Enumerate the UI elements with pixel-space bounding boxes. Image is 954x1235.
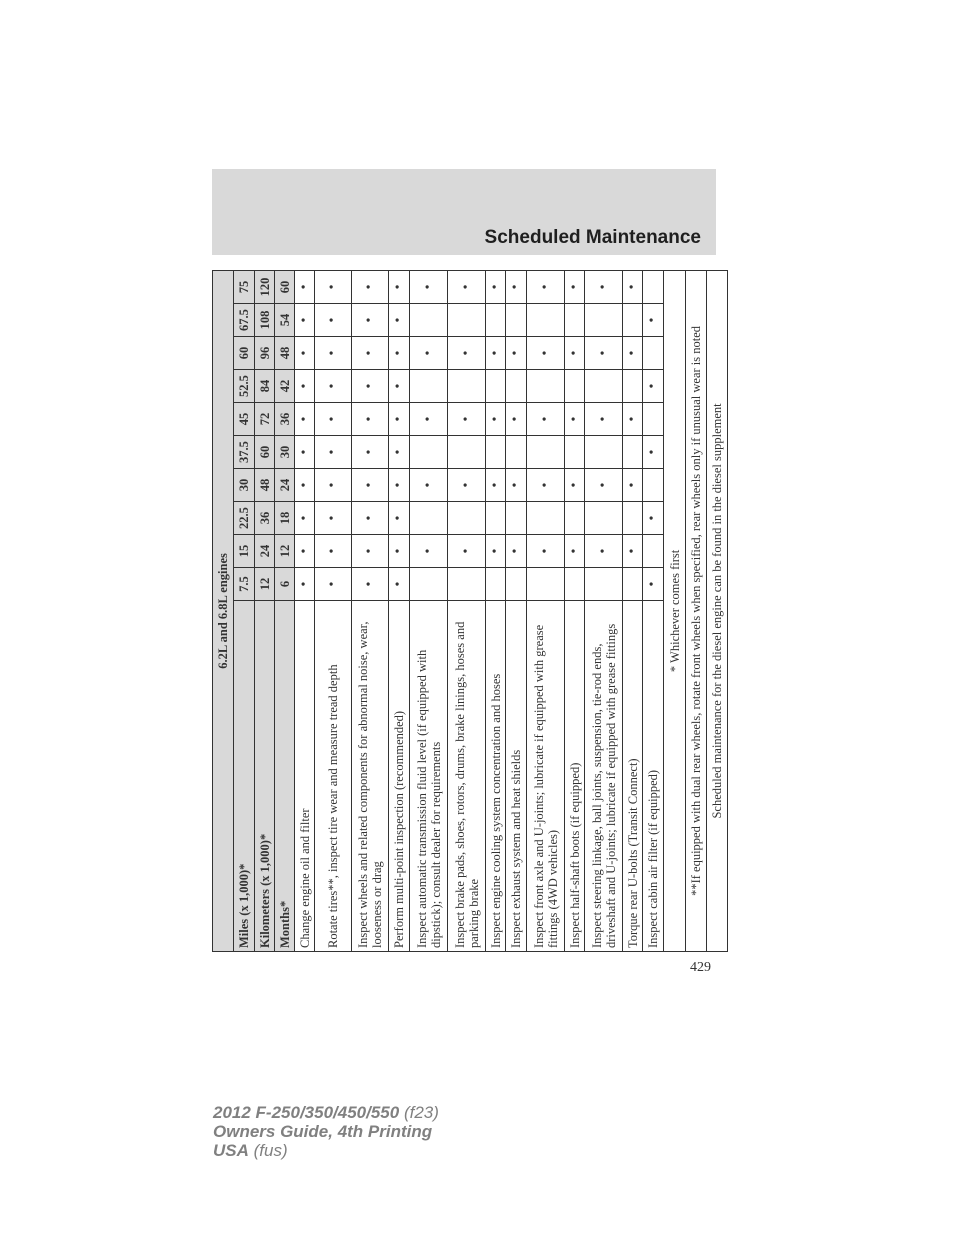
interval-value: 12	[255, 568, 275, 601]
task-label: Inspect cabin air filter (if equipped)	[643, 601, 664, 952]
interval-value: 67.5	[234, 304, 255, 337]
empty-cell	[486, 304, 506, 337]
empty-cell	[527, 370, 565, 403]
empty-cell	[643, 535, 664, 568]
bullet-mark: •	[295, 502, 315, 535]
bullet-mark: •	[643, 370, 664, 403]
bullet-mark: •	[389, 502, 410, 535]
footer	[213, 1103, 439, 1160]
interval-value: 12	[275, 535, 295, 568]
task-label: Inspect automatic transmission fluid level (if equipped with dipstick); consult dealer for requirements	[410, 601, 448, 952]
interval-value: 48	[275, 337, 295, 370]
bullet-mark: •	[315, 370, 352, 403]
bullet-mark: •	[410, 403, 448, 436]
interval-value: 22.5	[234, 502, 255, 535]
header-row	[255, 270, 275, 951]
bullet-mark: •	[486, 337, 506, 370]
footer-market: USA	[213, 1141, 249, 1160]
table-row	[527, 270, 565, 951]
table-row	[565, 270, 585, 951]
empty-cell	[410, 370, 448, 403]
table-row	[585, 270, 623, 951]
task-label: Inspect half-shaft boots (if equipped)	[565, 601, 585, 952]
bullet-mark: •	[410, 469, 448, 502]
bullet-mark: •	[623, 337, 643, 370]
empty-cell	[410, 568, 448, 601]
bullet-mark: •	[295, 337, 315, 370]
interval-value: 54	[275, 304, 295, 337]
bullet-mark: •	[389, 270, 410, 303]
bullet-mark: •	[643, 568, 664, 601]
bullet-mark: •	[506, 337, 527, 370]
table-row	[486, 270, 506, 951]
task-label: Inspect wheels and related components for abnormal noise, wear, looseness or drag	[352, 601, 389, 952]
table-title-row	[213, 270, 234, 951]
empty-cell	[565, 304, 585, 337]
header-row-label: Miles (x 1,000)*	[234, 601, 255, 952]
bullet-mark: •	[410, 270, 448, 303]
bullet-mark: •	[506, 469, 527, 502]
bullet-mark: •	[315, 436, 352, 469]
empty-cell	[585, 568, 623, 601]
empty-cell	[448, 568, 486, 601]
interval-value: 36	[275, 403, 295, 436]
table-title: 6.2L and 6.8L engines	[213, 270, 234, 951]
task-label: Inspect brake pads, shoes, rotors, drums, brake linings, hoses and parking brake	[448, 601, 486, 952]
task-label: Change engine oil and filter	[295, 601, 315, 952]
maintenance-table-rotated	[212, 271, 724, 952]
bullet-mark: •	[506, 403, 527, 436]
empty-cell	[448, 436, 486, 469]
footnote: * Whichever comes first	[664, 270, 686, 951]
table-row	[389, 270, 410, 951]
empty-cell	[506, 304, 527, 337]
bullet-mark: •	[585, 337, 623, 370]
bullet-mark: •	[352, 370, 389, 403]
interval-value: 75	[234, 270, 255, 303]
footer-line-2: Owners Guide, 4th Printing	[213, 1122, 433, 1141]
empty-cell	[506, 370, 527, 403]
bullet-mark: •	[389, 568, 410, 601]
bullet-mark: •	[623, 403, 643, 436]
empty-cell	[565, 502, 585, 535]
table-row	[410, 270, 448, 951]
interval-value: 48	[255, 469, 275, 502]
bullet-mark: •	[565, 535, 585, 568]
header-row	[234, 270, 255, 951]
bullet-mark: •	[410, 535, 448, 568]
bullet-mark: •	[643, 502, 664, 535]
bullet-mark: •	[506, 535, 527, 568]
bullet-mark: •	[623, 469, 643, 502]
empty-cell	[506, 568, 527, 601]
bullet-mark: •	[527, 535, 565, 568]
task-label: Inspect steering linkage, ball joints, suspension, tie-rod ends, driveshaft and U-joints; lubricate if equipped with grease fittings	[585, 601, 623, 952]
bullet-mark: •	[389, 535, 410, 568]
table-row	[315, 270, 352, 951]
bullet-mark: •	[585, 403, 623, 436]
empty-cell	[623, 568, 643, 601]
table-row	[623, 270, 643, 951]
bullet-mark: •	[565, 270, 585, 303]
table-body	[213, 270, 728, 951]
empty-cell	[486, 370, 506, 403]
footer-line-3	[213, 1141, 439, 1160]
interval-value: 30	[234, 469, 255, 502]
empty-cell	[410, 436, 448, 469]
empty-cell	[448, 502, 486, 535]
bullet-mark: •	[315, 270, 352, 303]
bullet-mark: •	[389, 337, 410, 370]
empty-cell	[643, 403, 664, 436]
maintenance-schedule-table	[212, 270, 728, 952]
empty-cell	[448, 370, 486, 403]
table-row	[295, 270, 315, 951]
table-row	[506, 270, 527, 951]
bullet-mark: •	[527, 337, 565, 370]
bullet-mark: •	[643, 304, 664, 337]
empty-cell	[643, 270, 664, 303]
interval-value: 60	[255, 436, 275, 469]
interval-value: 42	[275, 370, 295, 403]
empty-cell	[527, 502, 565, 535]
bullet-mark: •	[352, 535, 389, 568]
bullet-mark: •	[527, 270, 565, 303]
bullet-mark: •	[565, 469, 585, 502]
empty-cell	[623, 304, 643, 337]
interval-value: 72	[255, 403, 275, 436]
bullet-mark: •	[315, 535, 352, 568]
bullet-mark: •	[315, 304, 352, 337]
interval-value: 15	[234, 535, 255, 568]
table-row	[352, 270, 389, 951]
empty-cell	[410, 502, 448, 535]
empty-cell	[410, 304, 448, 337]
bullet-mark: •	[295, 568, 315, 601]
footnote: Scheduled maintenance for the diesel engine can be found in the diesel supplement	[707, 270, 728, 951]
bullet-mark: •	[352, 568, 389, 601]
interval-value: 96	[255, 337, 275, 370]
bullet-mark: •	[585, 469, 623, 502]
bullet-mark: •	[295, 270, 315, 303]
page-title: Scheduled Maintenance	[484, 227, 701, 248]
bullet-mark: •	[448, 403, 486, 436]
bullet-mark: •	[623, 535, 643, 568]
task-label: Inspect front axle and U-joints; lubricate if equipped with grease fittings (4WD vehicles)	[527, 601, 565, 952]
note-row	[707, 270, 728, 951]
bullet-mark: •	[486, 535, 506, 568]
interval-value: 120	[255, 270, 275, 303]
bullet-mark: •	[623, 270, 643, 303]
empty-cell	[643, 469, 664, 502]
bullet-mark: •	[352, 469, 389, 502]
empty-cell	[585, 436, 623, 469]
interval-value: 36	[255, 502, 275, 535]
empty-cell	[623, 502, 643, 535]
bullet-mark: •	[389, 469, 410, 502]
task-label: Perform multi-point inspection (recommended)	[389, 601, 410, 952]
empty-cell	[585, 370, 623, 403]
bullet-mark: •	[352, 304, 389, 337]
bullet-mark: •	[389, 304, 410, 337]
task-label: Rotate tires**, inspect tire wear and measure tread depth	[315, 601, 352, 952]
empty-cell	[486, 568, 506, 601]
footer-model: 2012 F-250/350/450/550	[213, 1103, 400, 1122]
interval-value: 24	[255, 535, 275, 568]
bullet-mark: •	[315, 568, 352, 601]
bullet-mark: •	[389, 436, 410, 469]
bullet-mark: •	[352, 502, 389, 535]
page-number: 429	[690, 960, 711, 975]
empty-cell	[565, 436, 585, 469]
bullet-mark: •	[352, 403, 389, 436]
empty-cell	[527, 304, 565, 337]
bullet-mark: •	[565, 337, 585, 370]
bullet-mark: •	[295, 436, 315, 469]
footer-model-code: (f23)	[399, 1103, 439, 1122]
empty-cell	[527, 568, 565, 601]
bullet-mark: •	[352, 436, 389, 469]
interval-value: 60	[275, 270, 295, 303]
bullet-mark: •	[410, 337, 448, 370]
empty-cell	[486, 502, 506, 535]
footnote: **If equipped with dual rear wheels, rotate front wheels when specified, rear wheels only if unusual wear is noted	[686, 270, 707, 951]
bullet-mark: •	[389, 370, 410, 403]
bullet-mark: •	[448, 469, 486, 502]
bullet-mark: •	[565, 403, 585, 436]
bullet-mark: •	[585, 270, 623, 303]
bullet-mark: •	[315, 502, 352, 535]
bullet-mark: •	[352, 270, 389, 303]
interval-value: 6	[275, 568, 295, 601]
header-row	[275, 270, 295, 951]
bullet-mark: •	[585, 535, 623, 568]
interval-value: 30	[275, 436, 295, 469]
empty-cell	[643, 337, 664, 370]
interval-value: 18	[275, 502, 295, 535]
note-row	[664, 270, 686, 951]
empty-cell	[623, 370, 643, 403]
bullet-mark: •	[448, 337, 486, 370]
bullet-mark: •	[389, 403, 410, 436]
empty-cell	[623, 436, 643, 469]
note-row	[686, 270, 707, 951]
empty-cell	[506, 436, 527, 469]
bullet-mark: •	[352, 337, 389, 370]
bullet-mark: •	[486, 469, 506, 502]
empty-cell	[527, 436, 565, 469]
bullet-mark: •	[527, 403, 565, 436]
interval-value: 84	[255, 370, 275, 403]
bullet-mark: •	[448, 270, 486, 303]
bullet-mark: •	[486, 403, 506, 436]
header-row-label: Months*	[275, 601, 295, 952]
bullet-mark: •	[295, 469, 315, 502]
interval-value: 24	[275, 469, 295, 502]
empty-cell	[565, 370, 585, 403]
empty-cell	[486, 436, 506, 469]
empty-cell	[585, 502, 623, 535]
bullet-mark: •	[448, 535, 486, 568]
bullet-mark: •	[506, 270, 527, 303]
header-band	[212, 169, 716, 255]
interval-value: 52.5	[234, 370, 255, 403]
task-label: Torque rear U-bolts (Transit Connect)	[623, 601, 643, 952]
interval-value: 60	[234, 337, 255, 370]
bullet-mark: •	[643, 436, 664, 469]
interval-value: 45	[234, 403, 255, 436]
empty-cell	[448, 304, 486, 337]
bullet-mark: •	[295, 403, 315, 436]
bullet-mark: •	[295, 535, 315, 568]
table-row	[643, 270, 664, 951]
empty-cell	[565, 568, 585, 601]
bullet-mark: •	[295, 304, 315, 337]
bullet-mark: •	[315, 469, 352, 502]
bullet-mark: •	[295, 370, 315, 403]
table-row	[448, 270, 486, 951]
empty-cell	[585, 304, 623, 337]
footer-market-code: (fus)	[248, 1141, 288, 1160]
bullet-mark: •	[315, 337, 352, 370]
interval-value: 37.5	[234, 436, 255, 469]
header-row-label: Kilometers (x 1,000)*	[255, 601, 275, 952]
interval-value: 7.5	[234, 568, 255, 601]
bullet-mark: •	[315, 403, 352, 436]
interval-value: 108	[255, 304, 275, 337]
task-label: Inspect engine cooling system concentration and hoses	[486, 601, 506, 952]
maintenance-table-frame	[212, 271, 724, 952]
bullet-mark: •	[486, 270, 506, 303]
empty-cell	[506, 502, 527, 535]
bullet-mark: •	[527, 469, 565, 502]
task-label: Inspect exhaust system and heat shields	[506, 601, 527, 952]
footer-line-1	[213, 1103, 439, 1122]
